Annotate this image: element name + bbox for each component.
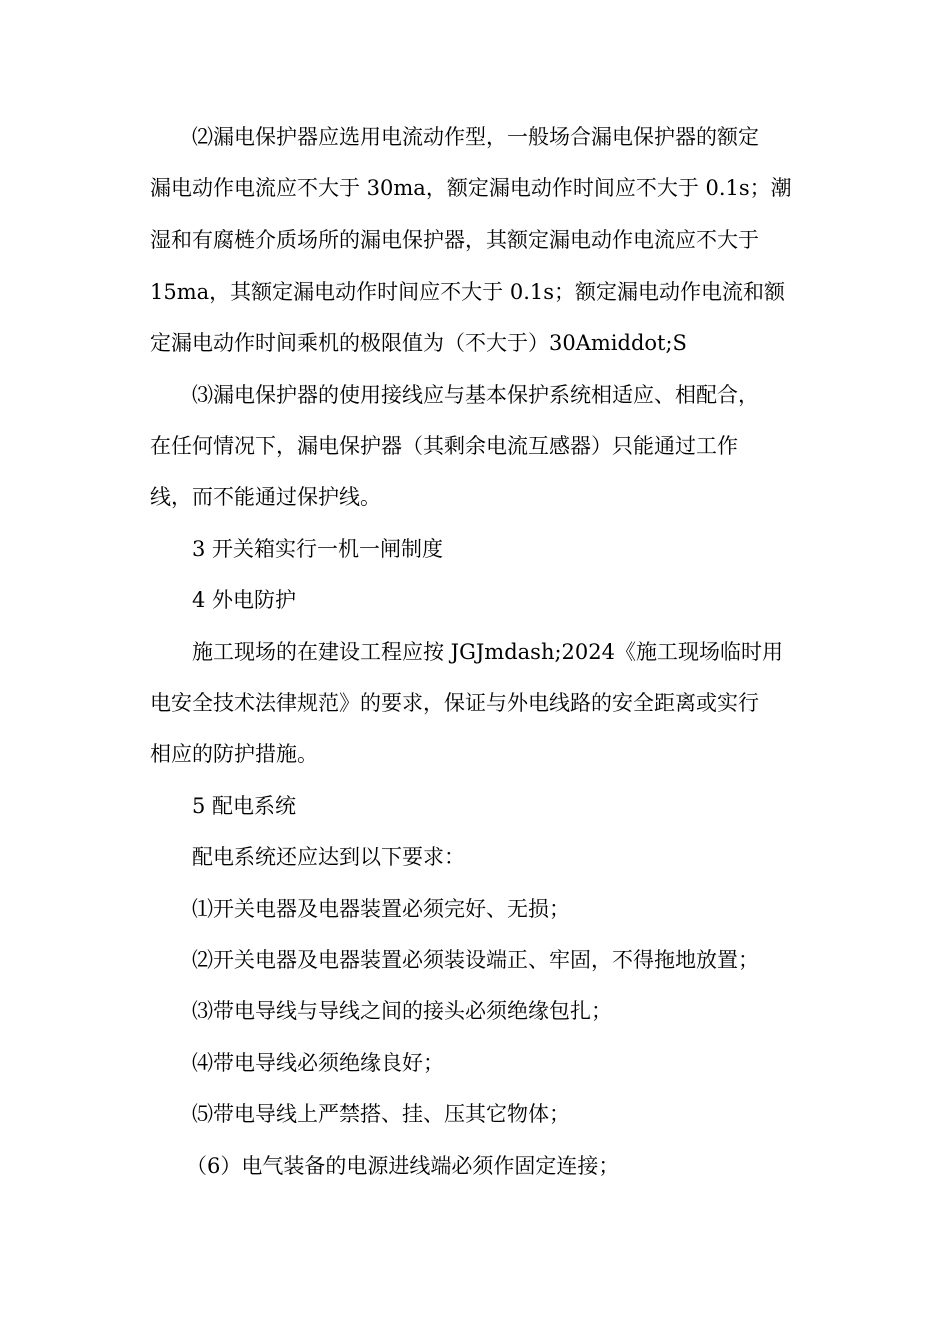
text-line-5: 定漏电动作时间乘机的极限值为（不大于）30Amiddot;S	[150, 331, 687, 355]
section-heading-5: 5 配电系统	[192, 794, 297, 818]
list-item-5: ⑸带电导线上严禁搭、挂、压其它物体；	[192, 1102, 570, 1126]
text-line-1: ⑵漏电保护器应选用电流动作型，一般场合漏电保护器的额定	[192, 125, 759, 149]
text-line-12: 电安全技术法律规范》的要求，保证与外电线路的安全距离或实行	[150, 691, 759, 715]
text-line-6: ⑶漏电保护器的使用接线应与基本保护系统相适应、相配合，	[192, 383, 759, 407]
list-item-1: ⑴开关电器及电器装置必须完好、无损；	[192, 897, 570, 921]
text-line-4: 15ma，其额定漏电动作时间应不大于 0.1s；额定漏电动作电流和额	[150, 280, 786, 304]
text-line-15: 配电系统还应达到以下要求：	[192, 845, 465, 869]
text-line-8: 线，而不能通过保护线。	[150, 485, 381, 509]
list-item-2: ⑵开关电器及电器装置必须装设端正、牢固，不得拖地放置；	[192, 948, 759, 972]
text-line-13: 相应的防护措施。	[150, 742, 318, 766]
text-line-2: 漏电动作电流应不大于 30ma，额定漏电动作时间应不大于 0.1s；潮	[150, 176, 792, 200]
section-heading-3: 3 开关箱实行一机一闸制度	[192, 537, 444, 561]
list-item-6: （6）电气装备的电源进线端必须作固定连接；	[186, 1154, 620, 1178]
text-line-11: 施工现场的在建设工程应按 JGJmdash;2024《施工现场临时用	[192, 640, 783, 664]
list-item-3: ⑶带电导线与导线之间的接头必须绝缘包扎；	[192, 999, 612, 1023]
text-line-3: 湿和有腐梿介质场所的漏电保护器，其额定漏电动作电流应不大于	[150, 228, 759, 252]
section-heading-4: 4 外电防护	[192, 588, 297, 612]
text-line-7: 在任何情况下，漏电保护器（其剩余电流互感器）只能通过工作	[150, 434, 738, 458]
list-item-4: ⑷带电导线必须绝缘良好；	[192, 1051, 444, 1075]
